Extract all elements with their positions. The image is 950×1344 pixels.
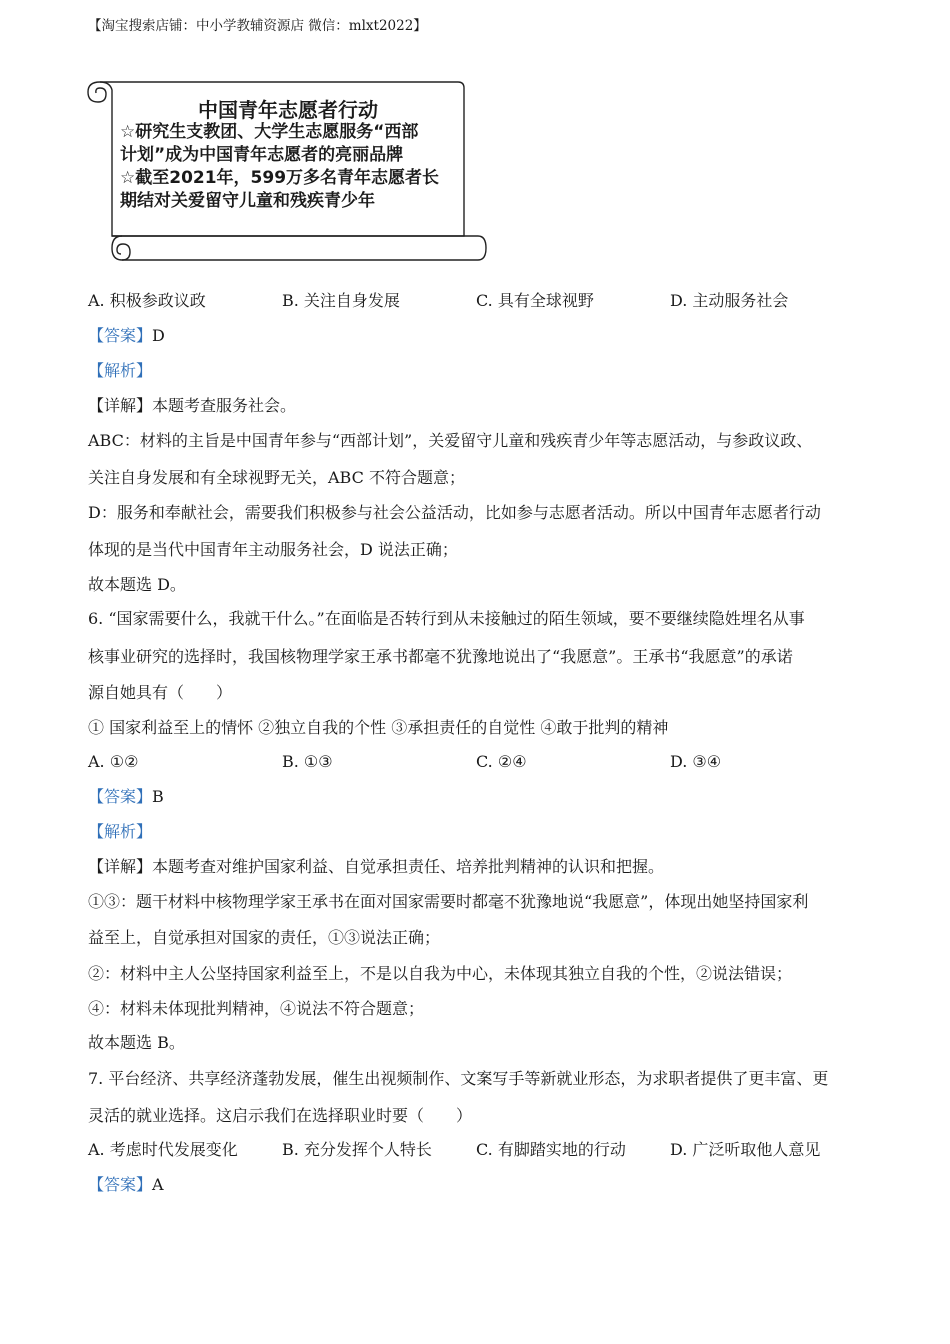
q6-explanation-line: ①③：题干材料中核物理学家王承书在面对国家需要时都毫不犹豫地说“我愿意”，体现出她坚持国家利 — [88, 892, 809, 911]
q5-conclusion: 故本题选 D。 — [88, 575, 186, 594]
scroll-line: 期结对关爱留守儿童和残疾青少年 — [120, 191, 375, 211]
q7-option-d: D. 广泛听取他人意见 — [670, 1140, 821, 1159]
q6-analysis-label: 【解析】 — [88, 822, 153, 841]
q5-explanation-line: 体现的是当代中国青年主动服务社会，D 说法正确； — [88, 540, 458, 559]
q6-stem-line: 核事业研究的选择时，我国核物理学家王承书都毫不犹豫地说出了“我愿意”。王承书“我愿意”的承诺 — [88, 647, 793, 666]
q7-option-b: B. 充分发挥个人特长 — [282, 1140, 432, 1159]
q5-option-d: D. 主动服务社会 — [670, 291, 789, 310]
q5-explanation-line: ABC：材料的主旨是中国青年参与“西部计划”，关爱留守儿童和残疾青少年等志愿活动，与参政议政、 — [88, 431, 813, 450]
q6-option-d: D. ③④ — [670, 752, 722, 771]
detail-text: 本题考查对维护国家利益、自觉承担责任、培养批判精神的认识和把握。 — [152, 857, 665, 876]
answer-value: B — [152, 787, 164, 806]
q6-explanation-line: 益至上，自觉承担对国家的责任，①③说法正确； — [88, 928, 441, 947]
q6-stem-line: 6. “国家需要什么，我就干什么。”在面临是否转行到从未接触过的陌生领域，要不要继续隐姓埋名从事 — [88, 609, 805, 628]
page-header: 【淘宝搜索店铺：中小学教辅资源店 微信：mlxt2022】 — [88, 18, 427, 34]
answer-value: D — [152, 326, 165, 345]
scroll-line: ☆研究生支教团、大学生志愿服务“西部 — [120, 122, 419, 142]
q7-option-a: A. 考虑时代发展变化 — [88, 1140, 238, 1159]
scroll-title: 中国青年志愿者行动 — [198, 98, 378, 122]
q5-explanation-line: D：服务和奉献社会，需要我们积极参与社会公益活动，比如参与志愿者活动。所以中国青年志愿者行动 — [88, 503, 821, 522]
q6-option-a: A. ①② — [88, 752, 139, 771]
scroll-line: 计划”成为中国青年志愿者的亮丽品牌 — [120, 145, 404, 165]
q6-explanation-line: ④：材料未体现批判精神，④说法不符合题意； — [88, 999, 425, 1018]
q6-option-b: B. ①③ — [282, 752, 333, 771]
q7-answer — [88, 1175, 164, 1195]
q5-option-c: C. 具有全球视野 — [476, 291, 594, 310]
answer-label: 【答案】 — [88, 787, 153, 806]
q5-option-b: B. 关注自身发展 — [282, 291, 400, 310]
scroll-box — [86, 76, 488, 266]
detail-label: 【详解】 — [88, 396, 153, 415]
q7-option-c: C. 有脚踏实地的行动 — [476, 1140, 626, 1159]
q5-analysis-label: 【解析】 — [88, 361, 153, 380]
q5-option-a: A. 积极参政议政 — [88, 291, 206, 310]
q6-explanation-line: ②：材料中主人公坚持国家利益至上，不是以自我为中心，未体现其独立自我的个性，②说法错误； — [88, 964, 793, 983]
q6-statements: ① 国家利益至上的情怀 ②独立自我的个性 ③承担责任的自觉性 ④敢于批判的精神 — [88, 718, 669, 737]
q6-conclusion: 故本题选 B。 — [88, 1033, 185, 1052]
q6-detail — [88, 857, 664, 877]
detail-text: 本题考查服务社会。 — [152, 396, 297, 415]
q5-answer — [88, 326, 165, 346]
q6-option-c: C. ②④ — [476, 752, 527, 771]
scroll-line: ☆截至2021年，599万多名青年志愿者长 — [120, 168, 440, 188]
q5-explanation-line: 关注自身发展和有全球视野无关，ABC 不符合题意； — [88, 468, 465, 487]
answer-value: A — [152, 1175, 164, 1194]
answer-label: 【答案】 — [88, 326, 153, 345]
q6-stem-line: 源自她具有（ ） — [88, 683, 233, 702]
detail-label: 【详解】 — [88, 857, 153, 876]
answer-label: 【答案】 — [88, 1175, 153, 1194]
q6-answer — [88, 787, 164, 807]
q7-stem-line: 灵活的就业选择。这启示我们在选择职业时要（ ） — [88, 1106, 473, 1125]
q7-stem-line: 7. 平台经济、共享经济蓬勃发展，催生出视频制作、文案写手等新就业形态，为求职者提供了更丰富、更 — [88, 1069, 829, 1088]
q5-detail — [88, 396, 296, 416]
